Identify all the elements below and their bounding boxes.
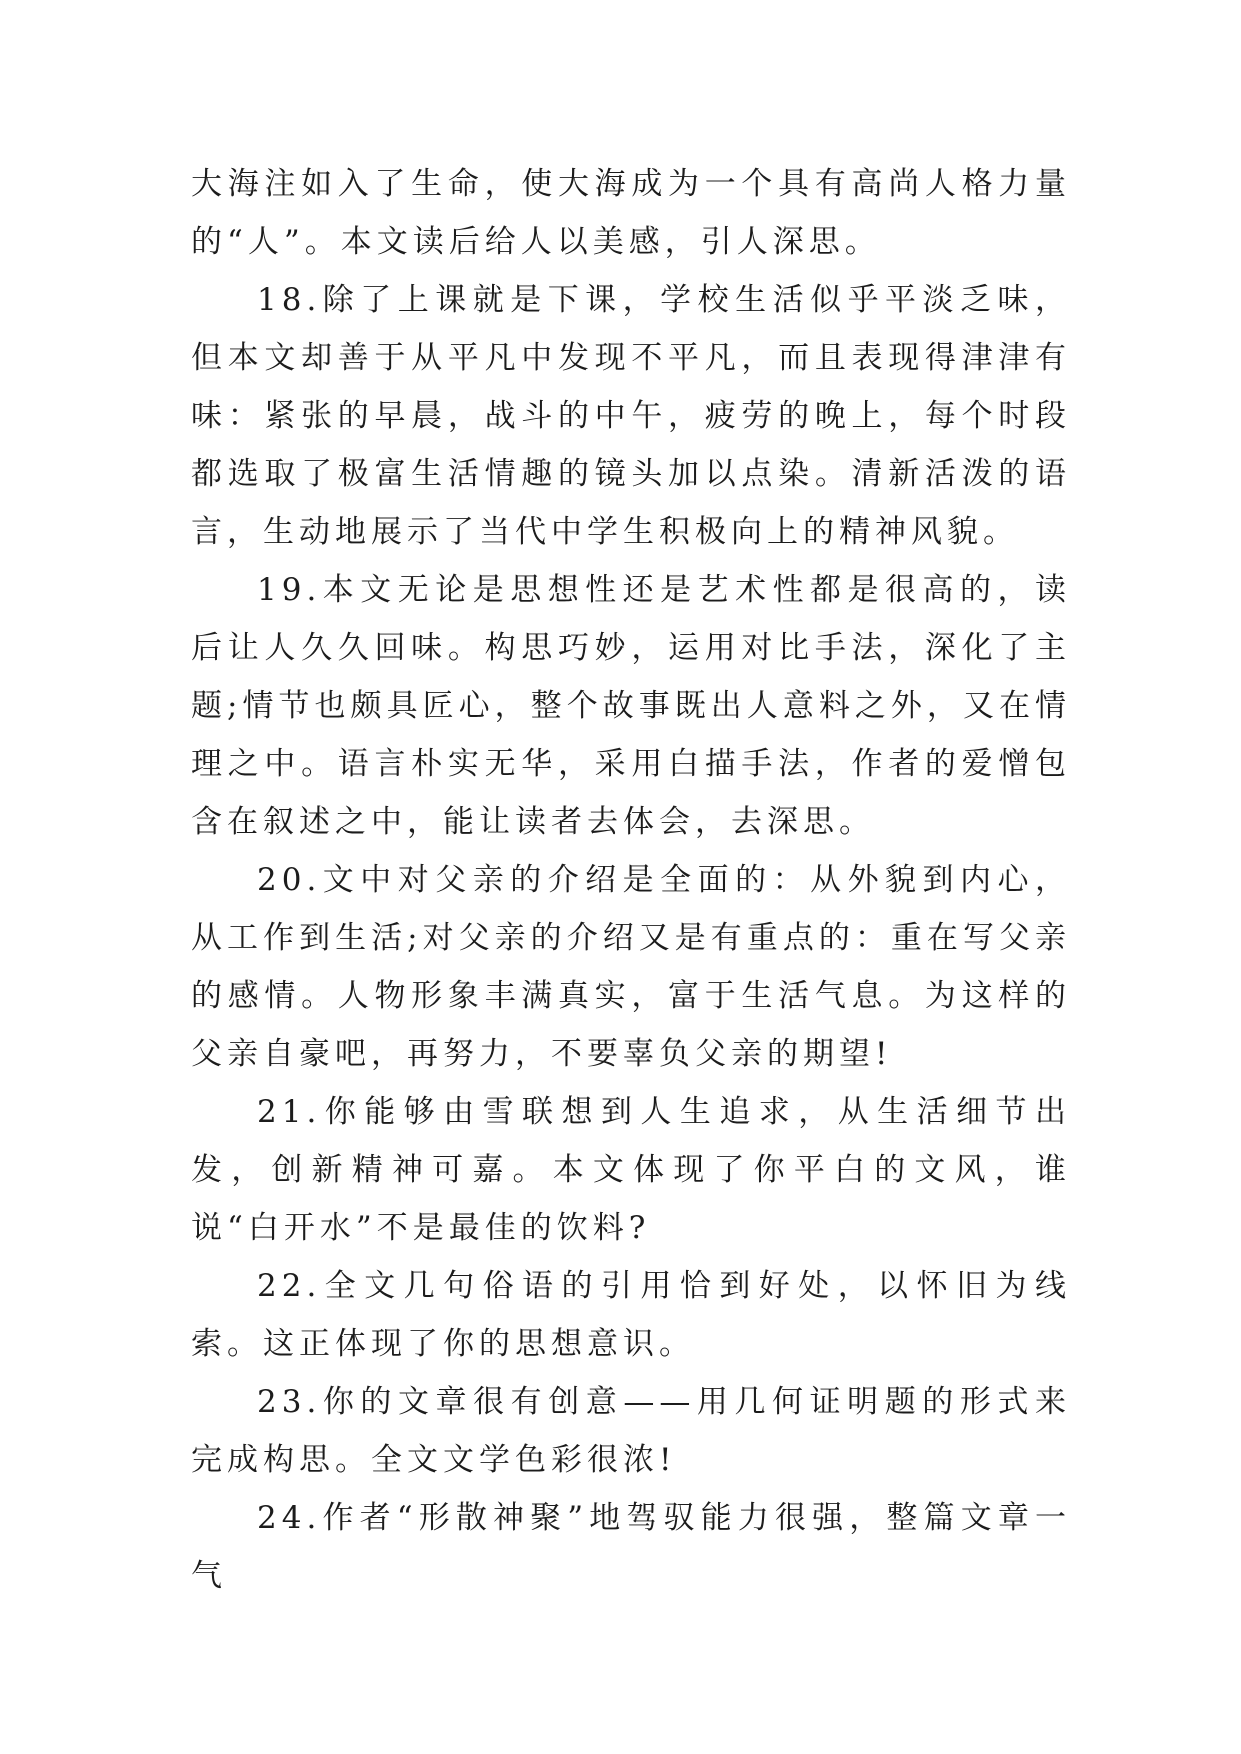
paragraph-24: 24.作者“形散神聚”地驾驭能力很强，整篇文章一气: [191, 1500, 1071, 1594]
paragraph-21: 21.你能够由雪联想到人生追求，从生活细节出发，创新精神可嘉。本文体现了你平白的文风，谁说“白开水”不是最佳的饮料?: [191, 1094, 1071, 1246]
paragraph-18: 18.除了上课就是下课，学校生活似乎平淡乏味，但本文却善于从平凡中发现不平凡，而且表现得津津有味：紧张的早晨，战斗的中午，疲劳的晚上，每个时段都选取了极富生活情趣的镜头加以点染。清新活泼的语言，生动地展示了当代中学生积极向上的精神风貌。: [191, 282, 1071, 550]
paragraph-22: 22.全文几句俗语的引用恰到好处，以怀旧为线索。这正体现了你的思想意识。: [191, 1268, 1071, 1362]
document-body: [191, 155, 1071, 1605]
paragraph-19: 19.本文无论是思想性还是艺术性都是很高的，读后让人久久回味。构思巧妙，运用对比手法，深化了主题;情节也颇具匠心，整个故事既出人意料之外，又在情理之中。语言朴实无华，采用白描手法，作者的爱憎包含在叙述之中，能让读者去体会，去深思。: [191, 572, 1071, 840]
paragraph-20: 20.文中对父亲的介绍是全面的：从外貌到内心，从工作到生活;对父亲的介绍又是有重点的：重在写父亲的感情。人物形象丰满真实，富于生活气息。为这样的父亲自豪吧，再努力，不要辜负父亲的期望!: [191, 862, 1071, 1072]
paragraph-17-continuation: 大海注如入了生命，使大海成为一个具有高尚人格力量的“人”。本文读后给人以美感，引人深思。: [191, 166, 1071, 260]
paragraph-23: 23.你的文章很有创意——用几何证明题的形式来完成构思。全文文学色彩很浓!: [191, 1384, 1071, 1478]
